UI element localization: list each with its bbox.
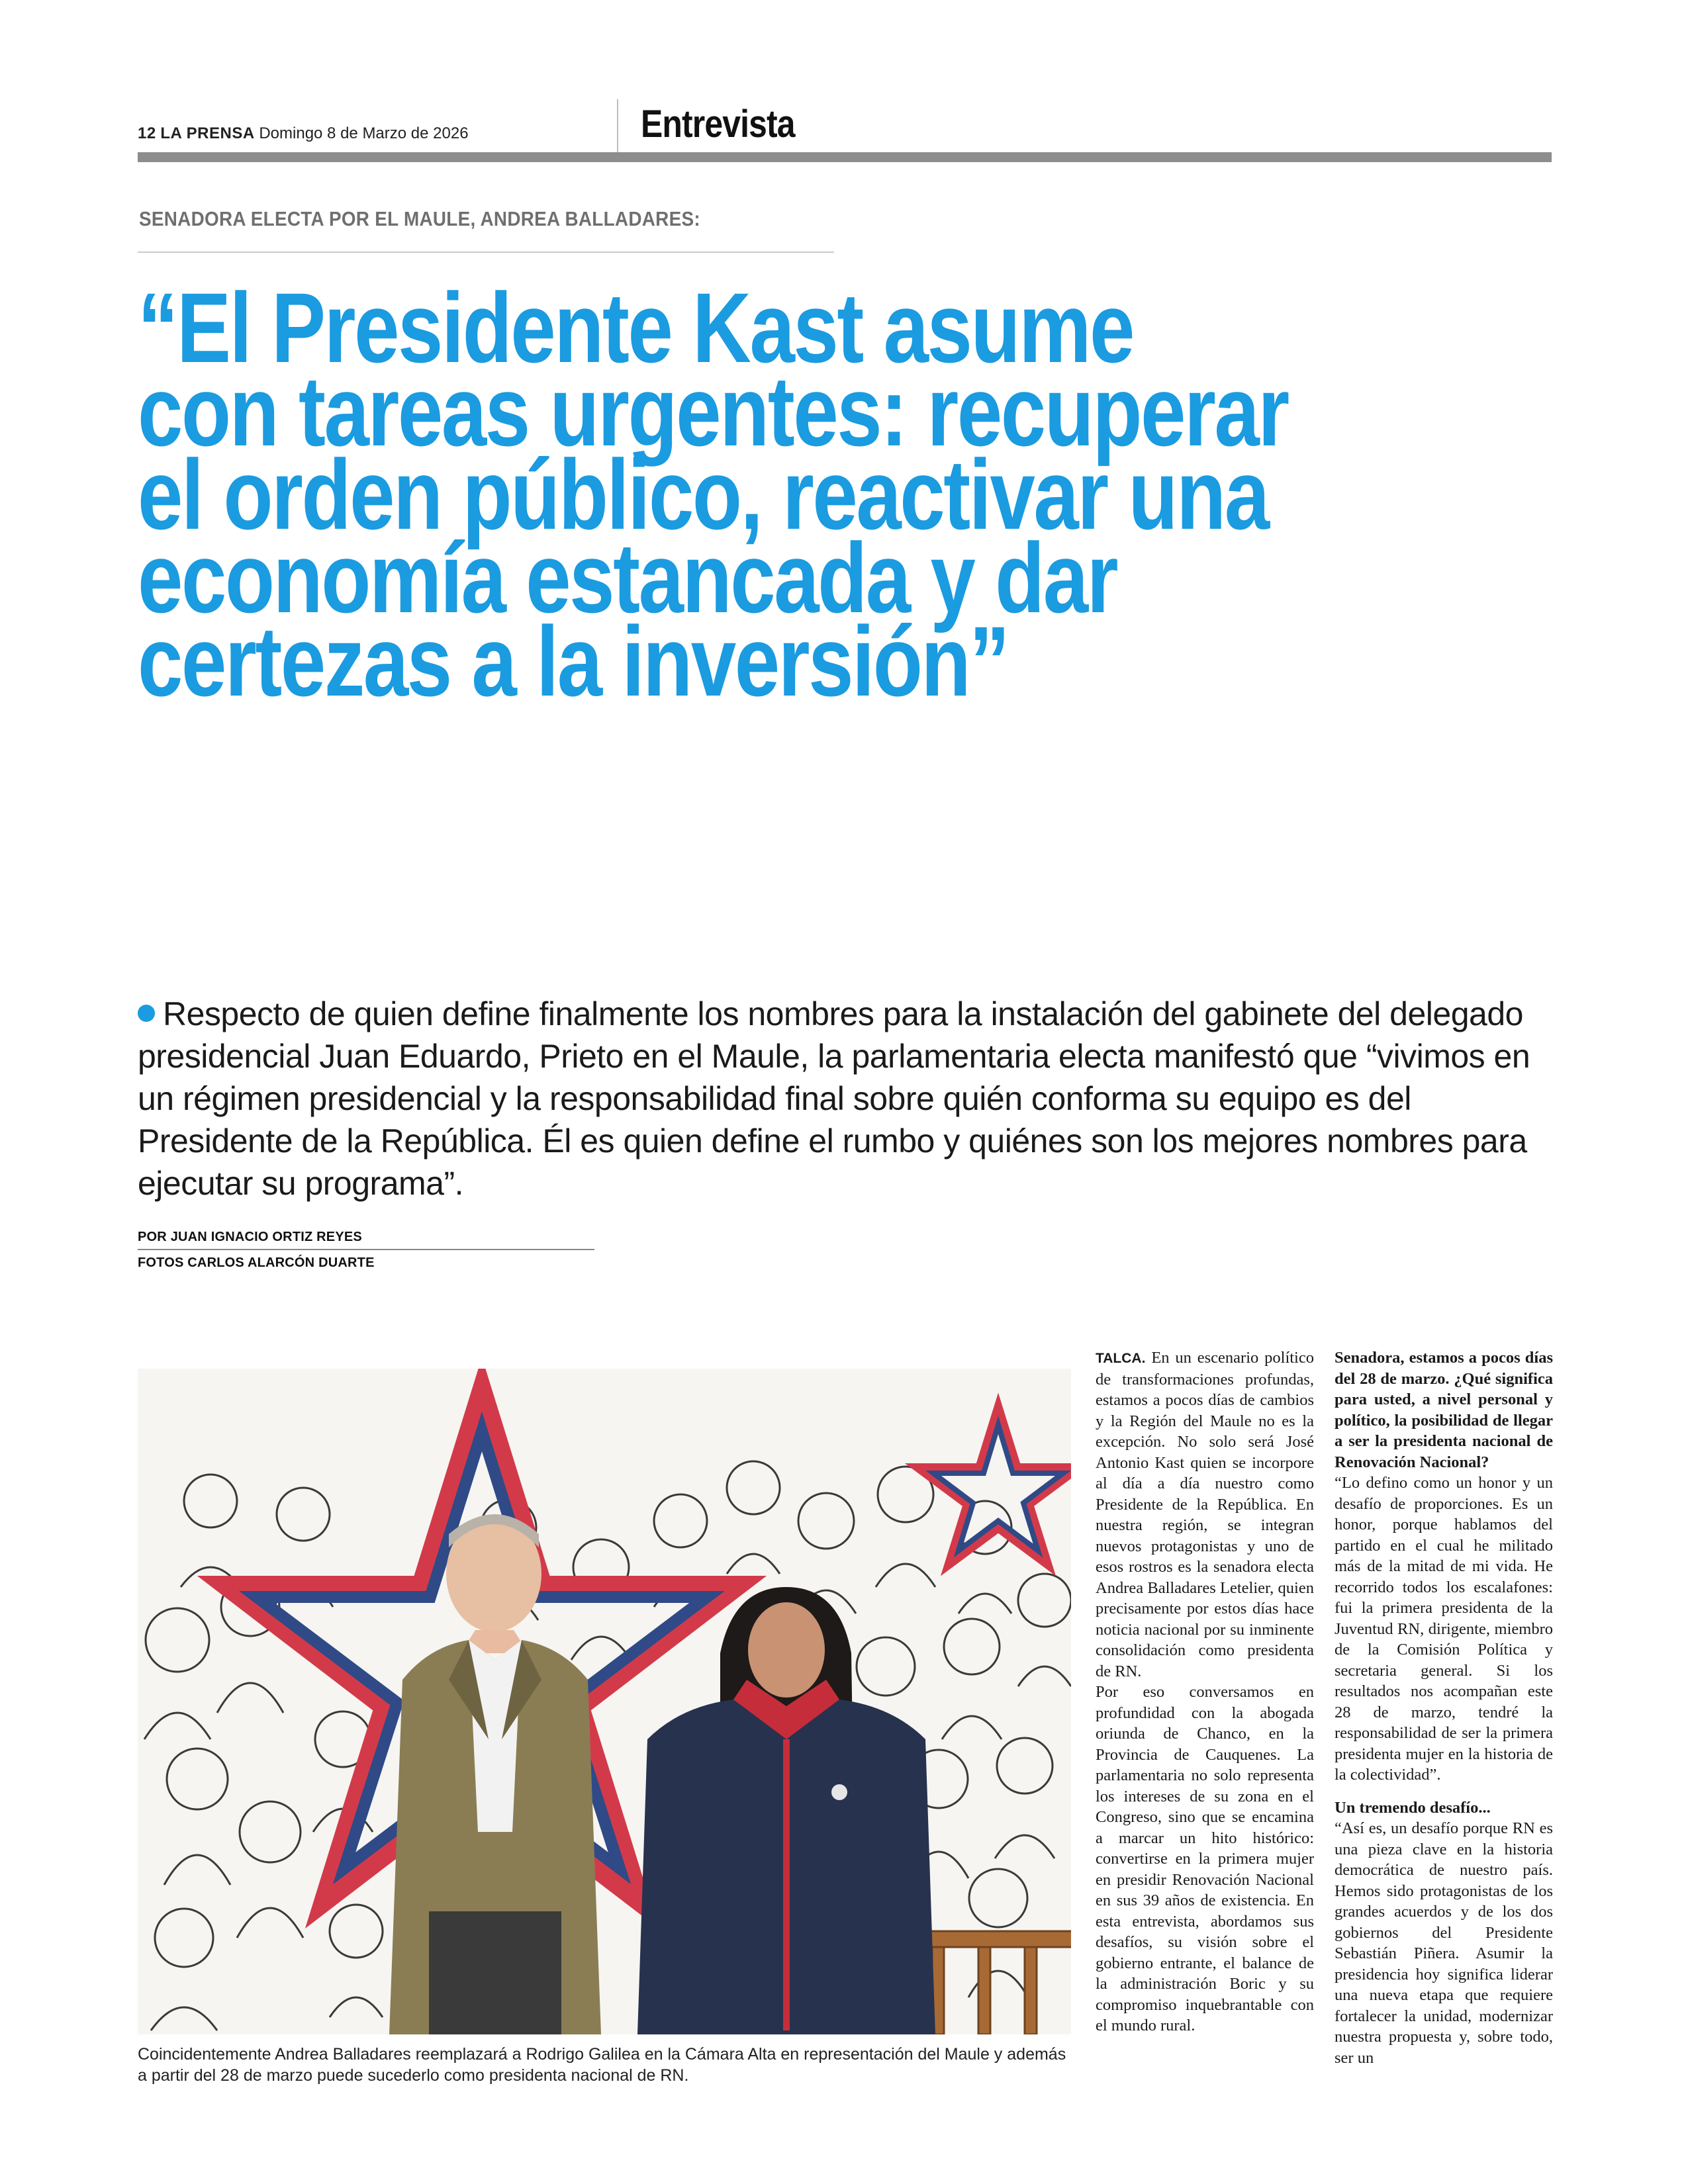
body-text: En un escenario político de transformaciones profundas, estamos a pocos días de cambios y la Región del Maule no es la excepción. No solo será José Antonio Kast quien se incorpore al día a día nuestro como Presidente de la República. En nuestra región, se integran nuevos protagonistas y uno de esos rostros es la senadora electa Andrea Balladares Letelier, quien precisamente por estos días hace noticia nacional por su inminente consolidación como presidenta de RN. [1096,1349,1314,1680]
subheading: Un tremendo desafío... [1335,1798,1491,1817]
headline-line: economía estancada y dar [138,522,1117,633]
bullet-icon [138,1005,155,1022]
header-rule [138,152,1552,162]
headline-line: el orden público, reactivar una [138,439,1268,550]
body-column-2 [1335,1347,1553,2068]
kicker-rule [138,251,834,253]
publication-name: LA PRENSA [160,124,255,142]
headline [138,272,1321,717]
body-paragraph [1096,1347,1314,1682]
photo-caption: Coincidentemente Andrea Balladares reemplazará a Rodrigo Galilea en la Cámara Alta en representación del Maule y además a partir del 28 de marzo puede sucederlo como presidenta nacional de RN. [138,2045,1066,2085]
section-title: Entrevista [641,103,795,146]
article-photo [138,1369,1071,2034]
dateline: TALCA. [1096,1351,1146,1366]
headline-line: certezas a la inversión” [138,606,1009,717]
credits [138,1230,594,1271]
interview-answer: “Lo defino como un honor y un desafío de proporciones. Es un honor, porque hablamos del partido en el cual he militado más de la mitad de mi vida. He recorrido todos los escalafones: fui la primera presidenta de la Juventud RN, dirigente, miembro de la Comisión Política y secretaria general. Si los resultados nos acompañan este 28 de marzo, tendré la responsabilidad de ser la primera presidenta mujer en la historia de la colectividad”. [1335,1474,1553,1784]
headline-line: con tareas urgentes: recuperar [138,355,1288,467]
headline-line: “El Presidente Kast asume [138,272,1133,383]
kicker: SENADORA ELECTA POR EL MAULE, ANDREA BALLADARES: [139,207,700,230]
folio [138,124,469,143]
page-number: 12 [138,124,156,142]
interview-answer: “Así es, un desafío porque RN es una pieza clave en la historia democrática de nuestro país. Hemos sido protagonistas de los grandes acuerdos y de los dos gobiernos del Presidente Sebastián Piñera. Asumir la presidencia hoy significa liderar una nueva etapa que requiere fortalecer la unidad, modernizar nuestra propuesta y, sobre todo, ser un [1335,1819,1553,2067]
body-column-1 [1096,1347,1314,2036]
body-paragraph: Por eso conversamos en profundidad con la abogada oriunda de Chanco, en la Provincia de Cauquenes. La parlamentaria no solo representa los intereses de su zona en el Congreso, sino que se encamina a marcar un hito histórico: convertirse en la primera mujer en presidir Renovación Nacional en sus 39 años de existencia. En esta entrevista, abordamos sus desafíos, su visión sobre el gobierno entrante, el balance de la administración Boric y su compromiso inquebrantable con el mundo rural. [1096,1683,1314,2034]
lead-text: Respecto de quien define finalmente los nombres para la instalación del gabinete del delegado presidencial Juan Eduardo, Prieto en el Maule, la parlamentaria electa manifestó que “vivimos en un régimen presidencial y la responsabilidad final sobre quién conforma su equipo es del Presidente de la República. Él es quien define el rumbo y quiénes son los mejores nombres para ejecutar su programa”. [138,995,1530,1202]
header-divider [617,99,618,154]
interview-question: Senadora, estamos a pocos días del 28 de marzo. ¿Qué significa para usted, a nivel personal y político, la posibilidad de llegar a ser la presidenta nacional de Renovación Nacional? [1335,1349,1553,1471]
lead-paragraph [138,993,1554,1205]
issue-date: Domingo 8 de Marzo de 2026 [259,124,469,142]
photo-credit: FOTOS CARLOS ALARCÓN DUARTE [138,1255,375,1270]
byline: POR JUAN IGNACIO ORTIZ REYES [138,1230,362,1244]
credit-rule [138,1249,594,1250]
